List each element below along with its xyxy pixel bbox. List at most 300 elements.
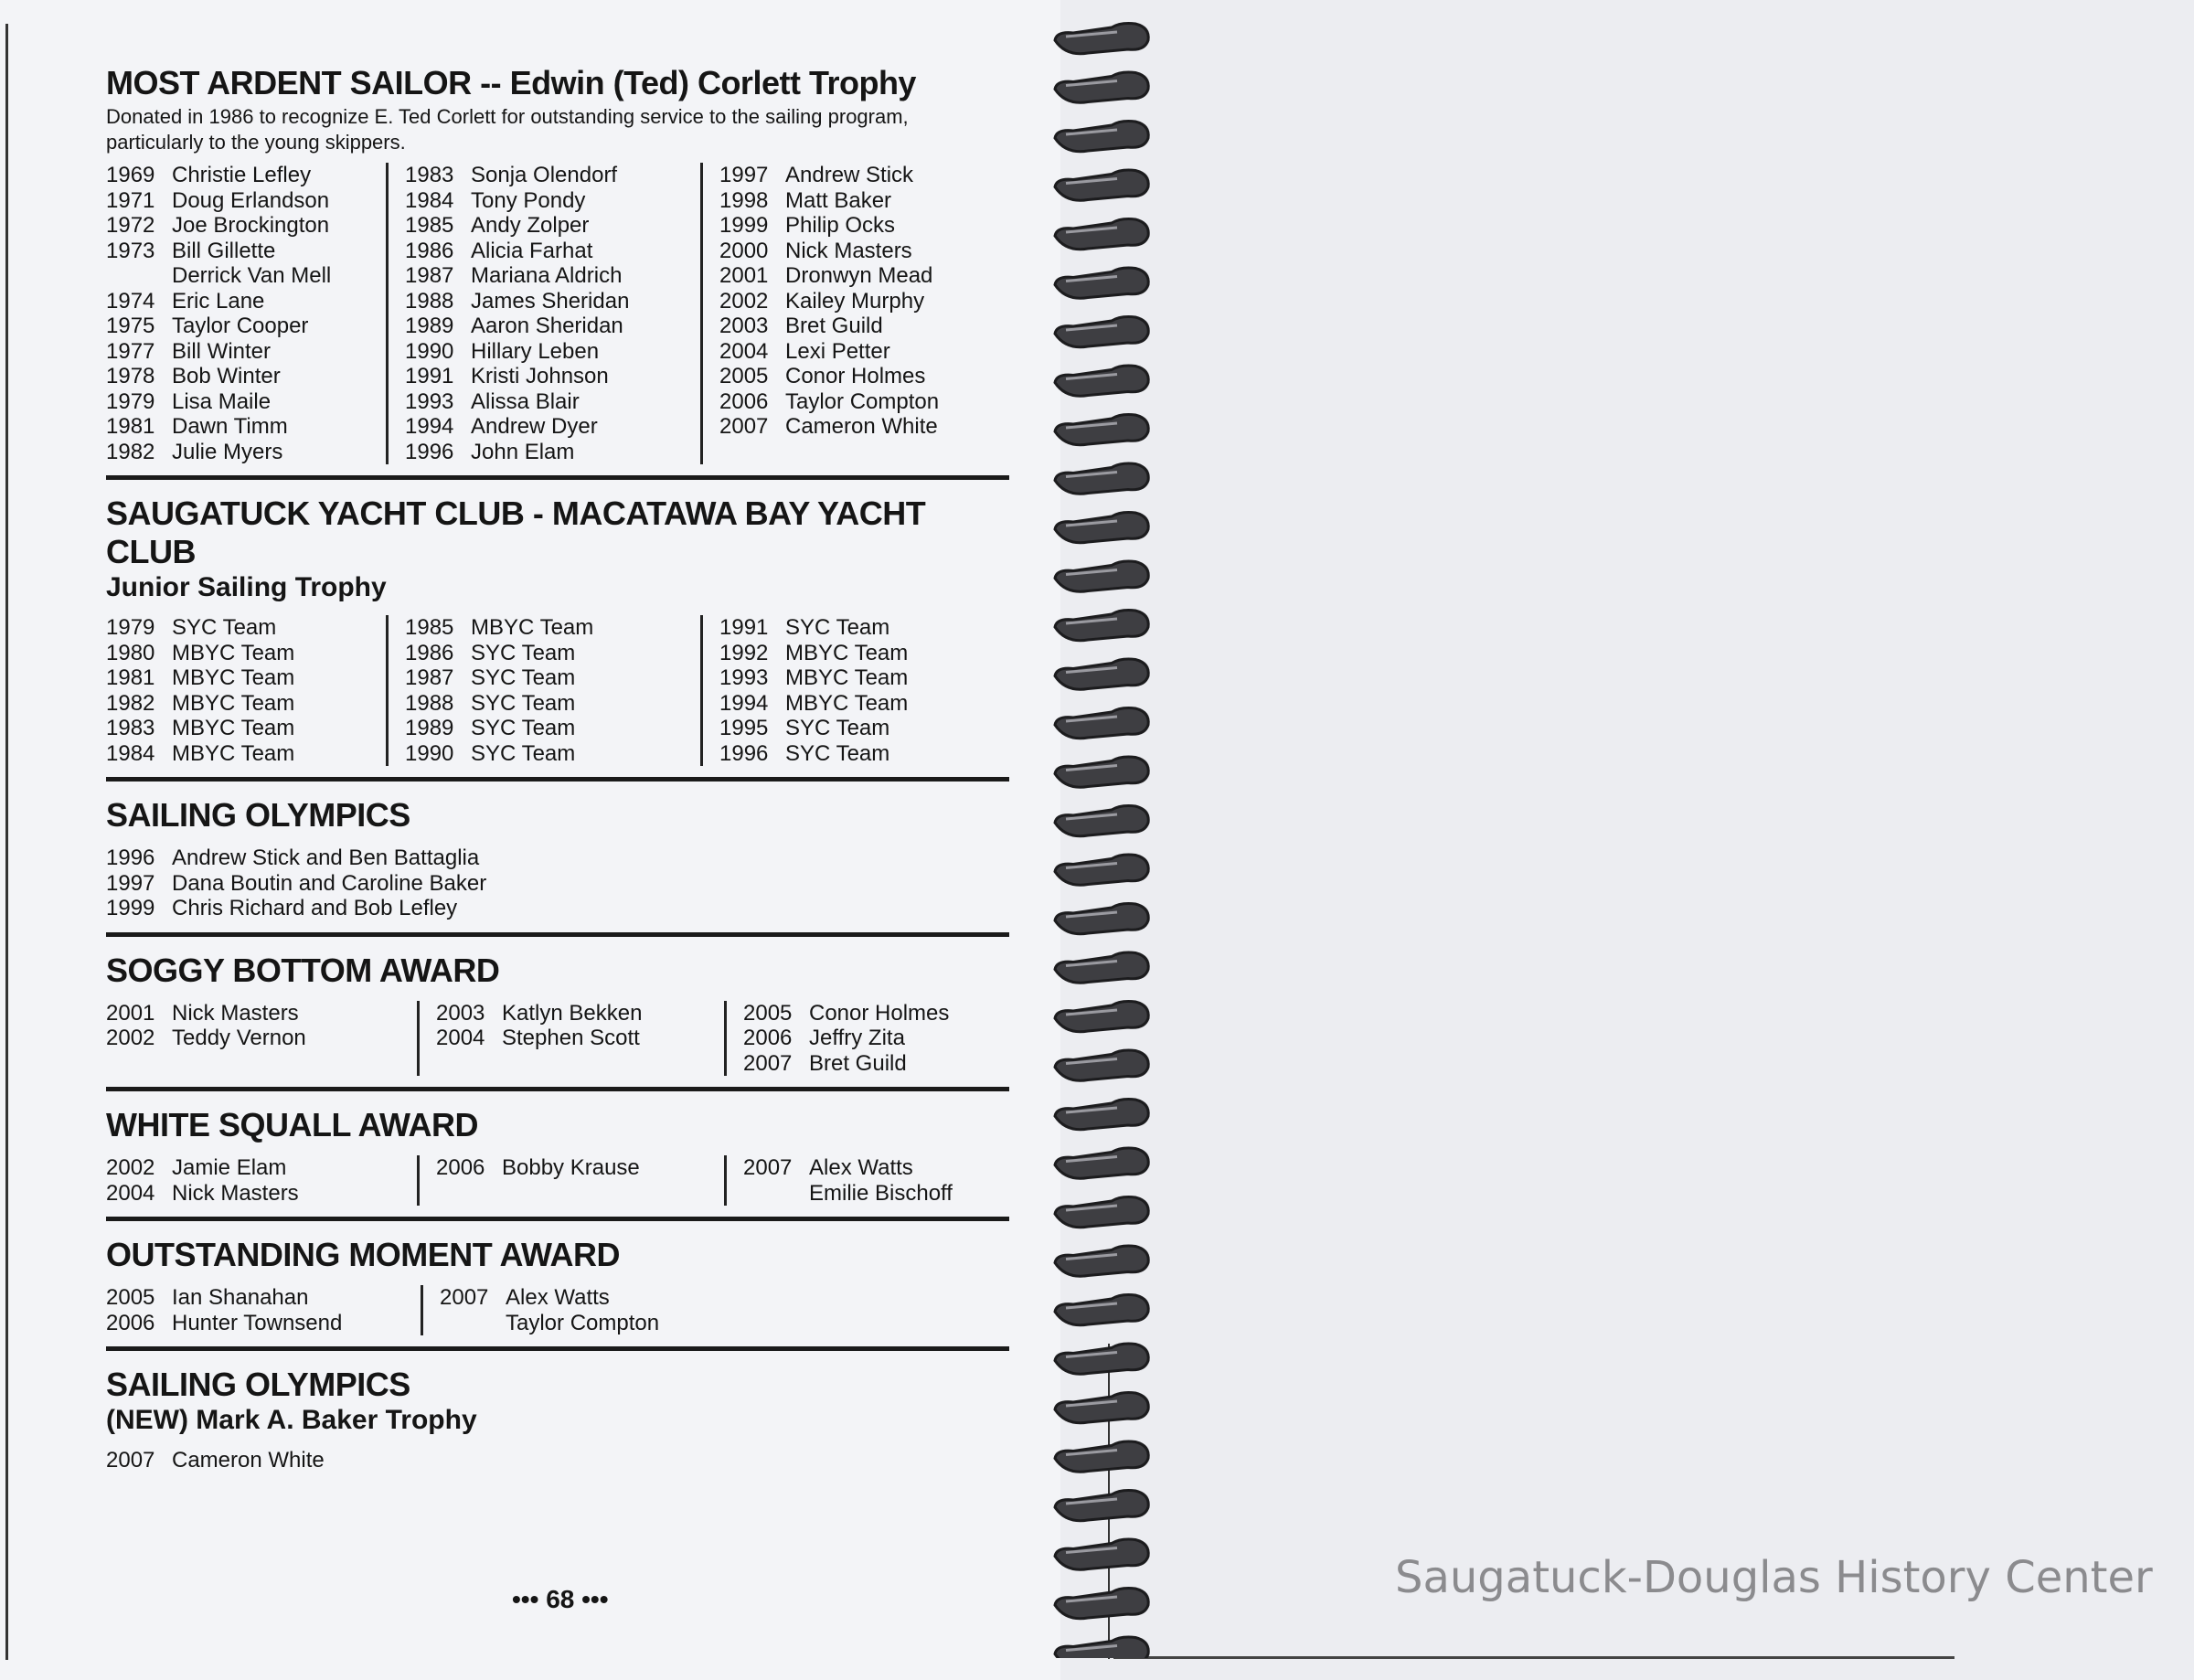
entry-name: Bill Gillette — [172, 238, 276, 263]
entry-year: 1989 — [405, 314, 454, 338]
entry-name: Taylor Compton — [506, 1310, 660, 1335]
entry-name: Teddy Vernon — [172, 1026, 306, 1050]
entry-year: 2001 — [106, 1000, 155, 1026]
list-item — [719, 641, 1002, 666]
spiral-coil — [1055, 806, 1148, 836]
section-sailing-olympics-new — [106, 1366, 1009, 1473]
entry-name: SYC Team — [471, 716, 576, 740]
list-item — [405, 691, 700, 717]
section-title: WHITE SQUALL AWARD — [106, 1106, 478, 1143]
section-divider — [106, 1087, 1009, 1091]
spiral-coil — [1055, 1441, 1148, 1472]
entry-name: Alex Watts — [809, 1155, 913, 1180]
entry-name: Bill Winter — [172, 338, 272, 364]
list-item — [106, 239, 386, 264]
entry-year: 1996 — [719, 740, 769, 766]
entry-name: Emilie Bischoff — [809, 1180, 953, 1206]
entry-name: SYC Team — [471, 690, 576, 716]
list-item — [106, 163, 386, 188]
page-number: ••• 68 ••• — [512, 1585, 609, 1613]
spiral-coil — [1055, 513, 1148, 543]
entry-year: 1982 — [106, 690, 155, 716]
section-soggy-bottom — [106, 952, 1009, 1092]
entry-year: 1972 — [106, 213, 155, 238]
entry-name: Lisa Maile — [172, 388, 272, 414]
entry-year: 2006 — [106, 1310, 155, 1335]
entry-year: 2004 — [106, 1180, 155, 1206]
entry-year: 2000 — [719, 238, 769, 263]
entry-year: 1999 — [106, 896, 155, 920]
entry-name: SYC Team — [785, 740, 890, 766]
section-divider — [106, 475, 1009, 480]
entry-name: Hunter Townsend — [172, 1310, 343, 1335]
entry-year: 2007 — [719, 414, 769, 439]
entry-year: 1983 — [405, 163, 454, 187]
list-item — [405, 163, 700, 188]
entry-name: Andrew Stick — [785, 163, 914, 187]
entry-name: Nick Masters — [785, 238, 912, 263]
list-item — [106, 339, 386, 365]
list-item — [405, 213, 700, 239]
list-item — [743, 1001, 998, 1026]
section-title: OUTSTANDING MOMENT AWARD — [106, 1236, 620, 1273]
entry-year: 1996 — [106, 845, 155, 870]
list-item — [405, 414, 700, 440]
list-item — [743, 1051, 998, 1077]
entry-year: 2003 — [436, 1000, 485, 1026]
list-item — [719, 339, 1002, 365]
list-item — [405, 665, 700, 691]
entry-column — [417, 1001, 724, 1077]
entry-name: MBYC Team — [471, 615, 594, 640]
section-divider — [106, 932, 1009, 937]
entry-year: 2003 — [719, 314, 769, 338]
entry-name: Kristi Johnson — [471, 364, 609, 388]
spiral-coil — [1055, 1344, 1148, 1374]
spiral-coil — [1055, 1050, 1148, 1080]
entry-name: Jamie Elam — [172, 1155, 287, 1180]
list-item — [719, 364, 1002, 389]
spiral-coil — [1055, 757, 1148, 787]
spiral-coil — [1055, 317, 1148, 347]
entry-name: Tony Pondy — [471, 187, 586, 213]
entry-column — [724, 1155, 998, 1206]
list-item — [719, 741, 1002, 767]
entry-name: Bret Guild — [809, 1050, 907, 1076]
entry-year: 2007 — [106, 1448, 155, 1473]
entry-year: 1977 — [106, 338, 155, 364]
section-title: SAUGATUCK YACHT CLUB - MACATAWA BAY YACHT CLUB — [106, 494, 926, 570]
entry-name: James Sheridan — [471, 288, 630, 314]
entry-name: Joe Brockington — [172, 213, 330, 238]
list-item — [106, 1448, 563, 1473]
entry-year: 1983 — [106, 716, 155, 740]
entry-year: 1990 — [405, 338, 454, 364]
entry-name: Julie Myers — [172, 439, 283, 464]
entry-year: 1969 — [106, 163, 155, 187]
list-item — [106, 188, 386, 214]
list-item — [106, 1285, 421, 1311]
entry-column — [421, 1285, 728, 1335]
section-sailing-olympics — [106, 796, 1009, 937]
section-white-squall — [106, 1106, 1009, 1221]
entry-name: Cameron White — [785, 414, 938, 439]
entry-name: Cameron White — [172, 1448, 325, 1473]
entry-year: 1979 — [106, 615, 155, 640]
spiral-coil — [1055, 1100, 1148, 1130]
list-item — [743, 1181, 998, 1207]
entry-year: 1991 — [405, 364, 454, 388]
entry-year: 2007 — [743, 1155, 793, 1180]
entry-columns — [106, 1448, 1009, 1473]
spiral-coil — [1055, 611, 1148, 641]
list-item — [106, 389, 386, 415]
entry-year: 1995 — [719, 716, 769, 740]
spiral-coil — [1055, 1637, 1148, 1658]
entry-column — [386, 615, 700, 766]
list-item — [106, 615, 386, 641]
entry-year: 1988 — [405, 690, 454, 716]
list-item — [405, 239, 700, 264]
entry-year: 1999 — [719, 213, 769, 238]
entry-year: 1986 — [405, 238, 454, 263]
list-item — [436, 1155, 724, 1181]
entry-name: Lexi Petter — [785, 338, 890, 364]
entry-name: SYC Team — [785, 615, 890, 640]
entry-name: Alissa Blair — [471, 388, 580, 414]
entry-columns — [106, 845, 1009, 921]
entry-name: SYC Team — [471, 665, 576, 690]
list-item — [405, 188, 700, 214]
entry-year: 1985 — [405, 213, 454, 238]
spiral-coil — [1055, 415, 1148, 445]
entry-columns — [106, 163, 1009, 464]
list-item — [106, 641, 386, 666]
section-divider — [106, 1346, 1009, 1351]
list-item — [440, 1285, 728, 1311]
spiral-coil — [1055, 1393, 1148, 1423]
entry-year: 1974 — [106, 288, 155, 314]
list-item — [106, 1026, 417, 1051]
entry-year: 1993 — [405, 388, 454, 414]
entry-name: Jeffry Zita — [809, 1026, 905, 1050]
entry-name: John Elam — [471, 439, 575, 464]
list-item — [106, 691, 386, 717]
list-item — [106, 263, 386, 289]
spiral-coil — [1055, 952, 1148, 983]
entry-name: MBYC Team — [785, 640, 909, 665]
section-subtitle: Junior Sailing Trophy — [106, 572, 387, 602]
section-title: SAILING OLYMPICS — [106, 796, 410, 834]
list-item — [719, 716, 1002, 741]
entry-name: Mariana Aldrich — [471, 263, 623, 288]
entry-year: 1980 — [106, 640, 155, 665]
list-item — [405, 314, 700, 339]
entry-name: Dronwyn Mead — [785, 263, 933, 288]
left-page — [0, 0, 1060, 1680]
section-divider — [106, 1217, 1009, 1221]
spiral-coil — [1055, 1002, 1148, 1032]
section-title: SOGGY BOTTOM AWARD — [106, 951, 500, 989]
list-item — [106, 1181, 417, 1207]
entry-name: Conor Holmes — [785, 364, 926, 388]
spiral-binding — [1048, 13, 1166, 1658]
list-item — [405, 741, 700, 767]
entry-name: MBYC Team — [785, 665, 909, 690]
list-item — [106, 414, 386, 440]
list-item — [719, 289, 1002, 314]
list-item — [719, 691, 1002, 717]
entry-year: 1987 — [405, 665, 454, 690]
entry-year: 1981 — [106, 414, 155, 439]
entry-column — [106, 1448, 563, 1473]
section-most-ardent-sailor — [106, 64, 1009, 480]
entry-name: Conor Holmes — [809, 1000, 950, 1026]
list-item — [405, 440, 700, 465]
entry-name: Ian Shanahan — [172, 1285, 309, 1310]
entry-name: Andrew Stick and Ben Battaglia — [172, 845, 480, 870]
list-item — [436, 1026, 724, 1051]
spiral-coil — [1055, 1539, 1148, 1569]
section-divider — [106, 777, 1009, 782]
entry-name: Sonja Olendorf — [471, 163, 618, 187]
entry-name: SYC Team — [172, 615, 277, 640]
spiral-coil — [1055, 708, 1148, 739]
list-item — [719, 213, 1002, 239]
entry-year: 2006 — [436, 1155, 485, 1180]
entry-column — [700, 615, 1002, 766]
entry-name: Katlyn Bekken — [502, 1000, 643, 1026]
list-item — [719, 314, 1002, 339]
entry-name: MBYC Team — [172, 690, 295, 716]
entry-year: 1986 — [405, 640, 454, 665]
right-page — [1060, 0, 2194, 1680]
list-item — [106, 871, 746, 897]
entry-name: Christie Lefley — [172, 163, 312, 187]
spiral-coil — [1055, 561, 1148, 591]
list-item — [743, 1026, 998, 1051]
section-description: Donated in 1986 to recognize E. Ted Corlett for outstanding service to the sailing program, particularly to the young skippers. — [106, 105, 909, 154]
entry-name: Bret Guild — [785, 314, 883, 338]
list-item — [405, 641, 700, 666]
entry-year: 1981 — [106, 665, 155, 690]
list-item — [440, 1311, 728, 1336]
entry-year: 1996 — [405, 439, 454, 464]
entry-year: 1984 — [106, 740, 155, 766]
entry-column — [106, 163, 386, 464]
entry-year: 1997 — [719, 163, 769, 187]
entry-year: 1984 — [405, 187, 454, 213]
list-item — [106, 896, 746, 921]
list-item — [106, 741, 386, 767]
entry-year: 1994 — [405, 414, 454, 439]
entry-name: SYC Team — [785, 716, 890, 740]
entry-column — [386, 163, 700, 464]
entry-year: 1997 — [106, 870, 155, 896]
entry-year: 1978 — [106, 364, 155, 388]
entry-year: 2002 — [719, 288, 769, 314]
entry-columns — [106, 1001, 1009, 1077]
entry-year: 1992 — [719, 640, 769, 665]
spiral-coil — [1055, 219, 1148, 250]
spiral-coil — [1055, 904, 1148, 934]
entry-name: Bobby Krause — [502, 1155, 640, 1180]
entry-year: 1994 — [719, 690, 769, 716]
entry-year: 2004 — [436, 1026, 485, 1050]
entry-year: 2005 — [719, 364, 769, 388]
section-syc-mbyc — [106, 494, 1009, 782]
entry-year: 1975 — [106, 314, 155, 338]
entry-name: Taylor Cooper — [172, 314, 309, 338]
entry-year: 1973 — [106, 238, 155, 263]
entry-name: Nick Masters — [172, 1000, 299, 1026]
entry-year: 2006 — [719, 388, 769, 414]
entry-name: Dawn Timm — [172, 414, 288, 439]
entry-year: 1979 — [106, 388, 155, 414]
entry-name: SYC Team — [471, 640, 576, 665]
entry-column — [106, 1155, 417, 1206]
list-item — [106, 845, 746, 871]
list-item — [405, 716, 700, 741]
entry-year: 1971 — [106, 187, 155, 213]
spiral-coil — [1055, 1491, 1148, 1521]
entry-year: 2001 — [719, 263, 769, 288]
entry-name: Stephen Scott — [502, 1026, 640, 1050]
entry-year: 1982 — [106, 439, 155, 464]
list-item — [405, 339, 700, 365]
spiral-coil — [1055, 24, 1148, 54]
list-item — [719, 665, 1002, 691]
spiral-coil — [1055, 366, 1148, 396]
list-item — [719, 263, 1002, 289]
entry-year: 2007 — [743, 1050, 793, 1076]
list-item — [743, 1155, 998, 1181]
entry-name: Matt Baker — [785, 187, 892, 213]
entry-name: Andy Zolper — [471, 213, 590, 238]
spiral-coil — [1055, 1197, 1148, 1228]
list-item — [106, 665, 386, 691]
entry-year: 1991 — [719, 615, 769, 640]
entry-name: Alicia Farhat — [471, 238, 593, 263]
entry-name: MBYC Team — [172, 640, 295, 665]
entry-column — [724, 1001, 998, 1077]
entry-year: 1990 — [405, 740, 454, 766]
entry-year: 1985 — [405, 615, 454, 640]
list-item — [106, 1155, 417, 1181]
entry-year: 2002 — [106, 1026, 155, 1050]
entry-columns — [106, 615, 1009, 766]
spiral-coil — [1055, 122, 1148, 152]
entry-year: 2005 — [743, 1000, 793, 1026]
entry-name: Taylor Compton — [785, 388, 940, 414]
section-title: SAILING OLYMPICS — [106, 1366, 410, 1403]
entry-column — [106, 1285, 421, 1335]
awards-content — [106, 64, 1009, 1473]
spiral-coil — [1055, 170, 1148, 200]
list-item — [405, 615, 700, 641]
entry-year: 1989 — [405, 716, 454, 740]
list-item — [405, 289, 700, 314]
entry-year — [743, 1181, 809, 1207]
section-subtitle: (NEW) Mark A. Baker Trophy — [106, 1405, 477, 1435]
list-item — [436, 1001, 724, 1026]
list-item — [106, 1311, 421, 1336]
watermark: Saugatuck-Douglas History Center — [1395, 1552, 2153, 1603]
entry-name: Eric Lane — [172, 288, 265, 314]
list-item — [405, 364, 700, 389]
page-bottom-edge — [1113, 1656, 1954, 1659]
list-item — [719, 188, 1002, 214]
entry-year: 1987 — [405, 263, 454, 288]
entry-columns — [106, 1155, 1009, 1206]
list-item — [106, 213, 386, 239]
entry-name: MBYC Team — [172, 665, 295, 690]
entry-column — [106, 845, 746, 921]
spiral-coil — [1055, 463, 1148, 494]
entry-year: 2006 — [743, 1026, 793, 1050]
list-item — [719, 414, 1002, 440]
list-item — [106, 1001, 417, 1026]
list-item — [719, 239, 1002, 264]
list-item — [405, 389, 700, 415]
entry-name: Aaron Sheridan — [471, 314, 623, 338]
spiral-coil — [1055, 1295, 1148, 1325]
entry-name: SYC Team — [471, 740, 576, 766]
entry-year: 2004 — [719, 338, 769, 364]
spiral-coil — [1055, 659, 1148, 689]
list-item — [106, 289, 386, 314]
entry-year — [106, 263, 172, 289]
section-outstanding-moment — [106, 1236, 1009, 1351]
entry-year: 1988 — [405, 288, 454, 314]
list-item — [106, 716, 386, 741]
entry-name: Nick Masters — [172, 1180, 299, 1206]
list-item — [106, 314, 386, 339]
entry-name: MBYC Team — [172, 716, 295, 740]
list-item — [106, 440, 386, 465]
entry-name: Bob Winter — [172, 364, 281, 388]
page-edge — [5, 24, 8, 1660]
entry-name: Doug Erlandson — [172, 187, 330, 213]
list-item — [719, 615, 1002, 641]
list-item — [719, 163, 1002, 188]
entry-column — [417, 1155, 724, 1206]
entry-year — [440, 1311, 506, 1336]
spiral-coil — [1055, 1589, 1148, 1619]
spiral-coil — [1055, 855, 1148, 885]
entry-year: 2002 — [106, 1155, 155, 1180]
spiral-coil — [1055, 1246, 1148, 1276]
entry-name: Kailey Murphy — [785, 288, 925, 314]
entry-name: Chris Richard and Bob Lefley — [172, 896, 458, 920]
list-item — [719, 389, 1002, 415]
list-item — [405, 263, 700, 289]
entry-name: Derrick Van Mell — [172, 263, 332, 288]
entry-column — [106, 615, 386, 766]
entry-name: Dana Boutin and Caroline Baker — [172, 870, 487, 896]
entry-name: Andrew Dyer — [471, 414, 598, 439]
entry-year: 2007 — [440, 1285, 489, 1310]
entry-name: MBYC Team — [172, 740, 295, 766]
entry-name: MBYC Team — [785, 690, 909, 716]
entry-name: Philip Ocks — [785, 213, 896, 238]
entry-columns — [106, 1285, 1009, 1335]
spiral-coil — [1055, 72, 1148, 102]
section-title: MOST ARDENT SAILOR -- Edwin (Ted) Corlett Trophy — [106, 64, 916, 101]
entry-name: Alex Watts — [506, 1285, 610, 1310]
entry-year: 2005 — [106, 1285, 155, 1310]
spiral-coil — [1055, 1148, 1148, 1178]
